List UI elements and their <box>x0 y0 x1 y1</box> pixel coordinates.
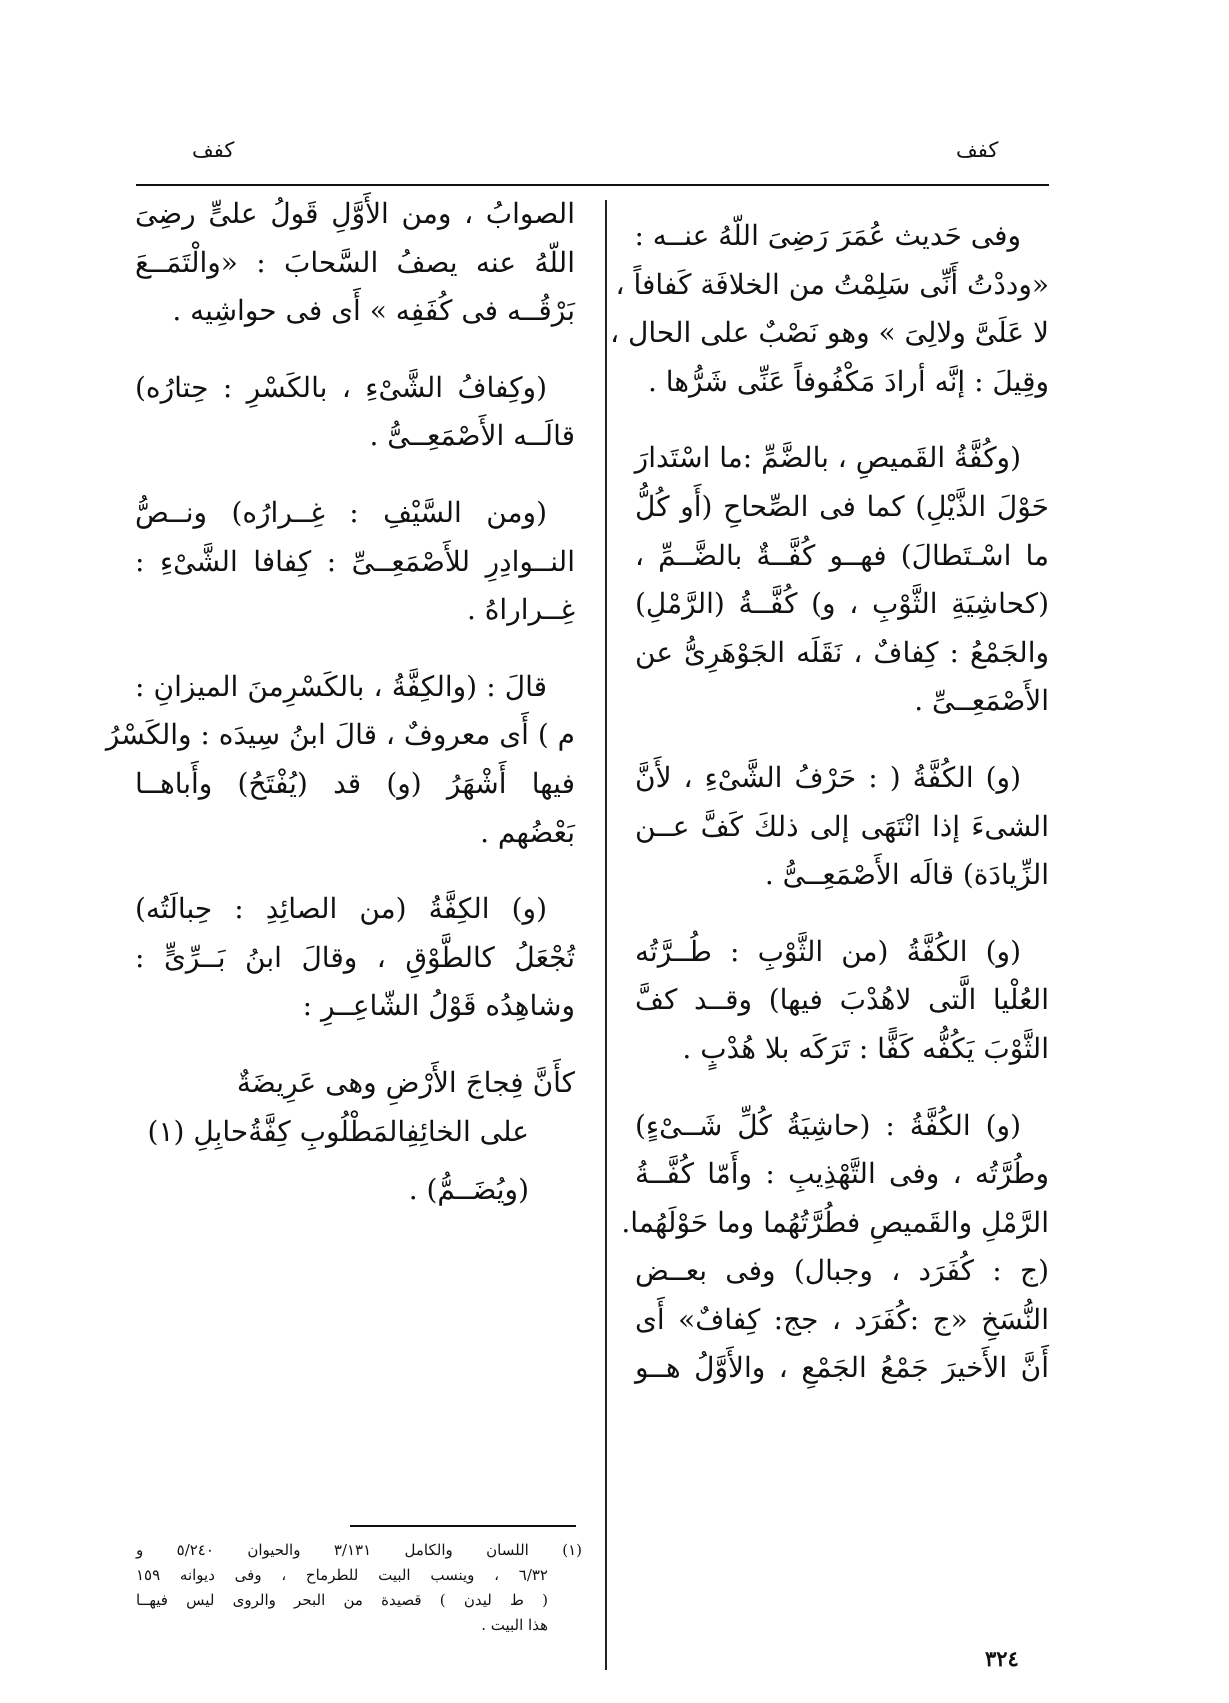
text-line: العُلْيا الَّتى لاهُدْبَ فيها) وقــد كفَّ <box>635 983 1049 1017</box>
footnote-line: ( ط ليدن ) قصيدة من البحر والروى ليس فيهــا <box>136 1591 548 1609</box>
entry-paragraph <box>105 663 575 857</box>
entry-paragraph <box>135 885 575 1031</box>
text-line: (و) الكُفَّةُ (من الثَّوْبِ : طُــرَّتُه <box>635 934 1021 968</box>
verse-line: على الخائِفِالمَطْلُوبِ كِفَّةُحابِلِ (١) <box>147 1114 529 1148</box>
text-line: (و) الكُفَّةُ : (حاشِيَةُ كُلِّ شَــىْءٍ) <box>635 1108 1021 1142</box>
text-line: (ج : كُفَرَد ، وجبال) وفى بعــض <box>635 1254 1049 1288</box>
text-line: النــوادِرِ للأَصْمَعِــىِّ : كِفافا الشَّىْءِ : <box>135 544 575 578</box>
left-column <box>105 190 575 1215</box>
entry-paragraph <box>635 754 1049 900</box>
text-line: (و) الكِفَّةُ (من الصائِدِ : حِبالَتُه) <box>135 892 547 926</box>
text-line: (و) الكُفَّةُ ( : حَرْفُ الشَّىْءِ ، لأَنَّ <box>635 760 1021 794</box>
running-header-right: كفف <box>956 138 999 162</box>
entry-paragraph <box>135 364 575 461</box>
text-line: وطُرَّتُه ، وفى التَّهْذِيبِ : وأَمّا كُفَّــةُ <box>635 1157 1049 1191</box>
text-line: والجَمْعُ : كِفافٌ ، نَقَلَه الجَوْهَرِىُّ عن <box>635 635 1049 669</box>
text-line: الأَصْمَعِــىِّ . <box>914 684 1049 718</box>
footnote-line: (١) اللسان والكامل ٣/١٣١ والحيوان ٥/٢٤٠ و <box>136 1541 582 1559</box>
text-line: الرَّمْلِ والقَميصِ فطُرَّتُهُما وما حَوْلَهُما. <box>621 1205 1049 1239</box>
text-line: «وددْتُ أَنِّى سَلِمْتُ من الخلافَة كَفافاً ، <box>615 267 1049 301</box>
footnote-rule <box>350 1525 576 1527</box>
entry-paragraph <box>610 212 1049 406</box>
text-line: قالَــه الأَصْمَعِــىُّ . <box>369 419 575 453</box>
text-line: غِــراراهُ . <box>466 593 575 627</box>
right-column <box>610 212 1049 1421</box>
text-line: تُجْعَلُ كالطَّوْقِ ، وقالَ ابنُ بَــرِّىٍّ : <box>135 940 575 974</box>
text-line: فيها أَشْهَرُ (و) قد (يُفْتَحُ) وأَباهــا <box>135 766 575 800</box>
text-line: النُّسَخِ «ج :كُفَرَد ، جج: كِفافٌ» أَى <box>635 1302 1049 1336</box>
text-line: أَنَّ الأَخيرَ جَمْعُ الجَمْعِ ، والأَوَّلُ هــو <box>635 1351 1049 1385</box>
text-line: بَرْقُــه فى كُفَفِه » أَى فى حواشِيه . <box>172 294 575 328</box>
text-line: الزِّيادَة) قالَه الأَصْمَعِــىُّ . <box>764 858 1049 892</box>
verse-line: كأَنَّ فِجاجَ الأَرْضِ وهى عَرِيضَةٌ <box>236 1065 575 1099</box>
text-line: الشىءَ إذا انْتَهَى إلى ذلكَ كَفَّ عــن <box>635 809 1049 843</box>
entry-paragraph <box>135 190 575 336</box>
page-number: ٣٢٤ <box>985 1646 1019 1671</box>
text-line: (كحاشِيَةِ الثَّوْبِ ، و) كُفَّــةُ (الرَّمْلِ) <box>635 587 1049 621</box>
text-line: بَعْضُهم . <box>480 815 575 849</box>
entry-paragraph <box>621 1102 1049 1394</box>
text-line: اللّهُ عنه يصفُ السَّحابَ : «والْتَمَــعَ <box>135 245 575 279</box>
entry-paragraph <box>635 434 1049 726</box>
footnote-line: ٦/٣٢ ، وينسب البيت للطرماح ، وفى ديوانه ١٥٩ <box>136 1566 548 1584</box>
poetry-verse <box>135 1059 575 1215</box>
text-line: حَوْلَ الذَّيْلِ) كما فى الصِّحاحِ (أَو كُلُّ <box>635 489 1049 523</box>
running-header-left: كفف <box>192 138 235 162</box>
text-line: لا عَلَىَّ ولالِىَ » وهو نَصْبٌ على الحال ، <box>610 316 1049 350</box>
text-line: وقِيلَ : إنَّه أرادَ مَكْفُوفاً عَنِّى شَرُّها . <box>647 364 1049 398</box>
column-divider <box>605 200 607 1670</box>
text-line: م ) أَى معروفٌ ، قالَ ابنُ سِيدَه : والكَسْرُ <box>105 718 575 752</box>
footnotes <box>136 1538 582 1638</box>
footnote-line: هذا البيت . <box>481 1616 548 1634</box>
text-line: قالَ : (والكِفَّةُ ، بالكَسْرِمنَ الميزانِ : <box>135 669 547 703</box>
header-rule <box>136 184 1049 186</box>
text-line: الصوابُ ، ومن الأَوَّلِ قَولُ علىٍّ رضِىَ <box>135 197 575 230</box>
text-line: ما اسْـتَطالَ) فهــو كُفَّــةٌ بالضَّــمِّ ، <box>635 538 1049 572</box>
text-line: (ومن السَّيْفِ : غِــرارُه) ونــصُّ <box>135 495 547 529</box>
text-line: (وكِفافُ الشَّىْءِ ، بالكَسْرِ : حِتارُه) <box>135 370 547 404</box>
verse-line: (ويُضَــمُّ) . <box>408 1173 529 1207</box>
entry-paragraph <box>135 489 575 635</box>
entry-paragraph <box>635 928 1049 1074</box>
text-line: (وكُفَّةُ القَميصِ ، بالضَّمِّ :ما اسْتَدارَ <box>634 441 1021 475</box>
text-line: وفى حَديث عُمَرَ رَضِىَ اللّهُ عنــه : <box>634 219 1021 252</box>
text-line: الثَّوْبَ يَكُفُّه كَفًّا : تَرَكَه بلا هُدْبٍ . <box>682 1031 1049 1065</box>
text-line: وشاهِدُه قَوْلُ الشّاعِــرِ : <box>302 989 575 1023</box>
